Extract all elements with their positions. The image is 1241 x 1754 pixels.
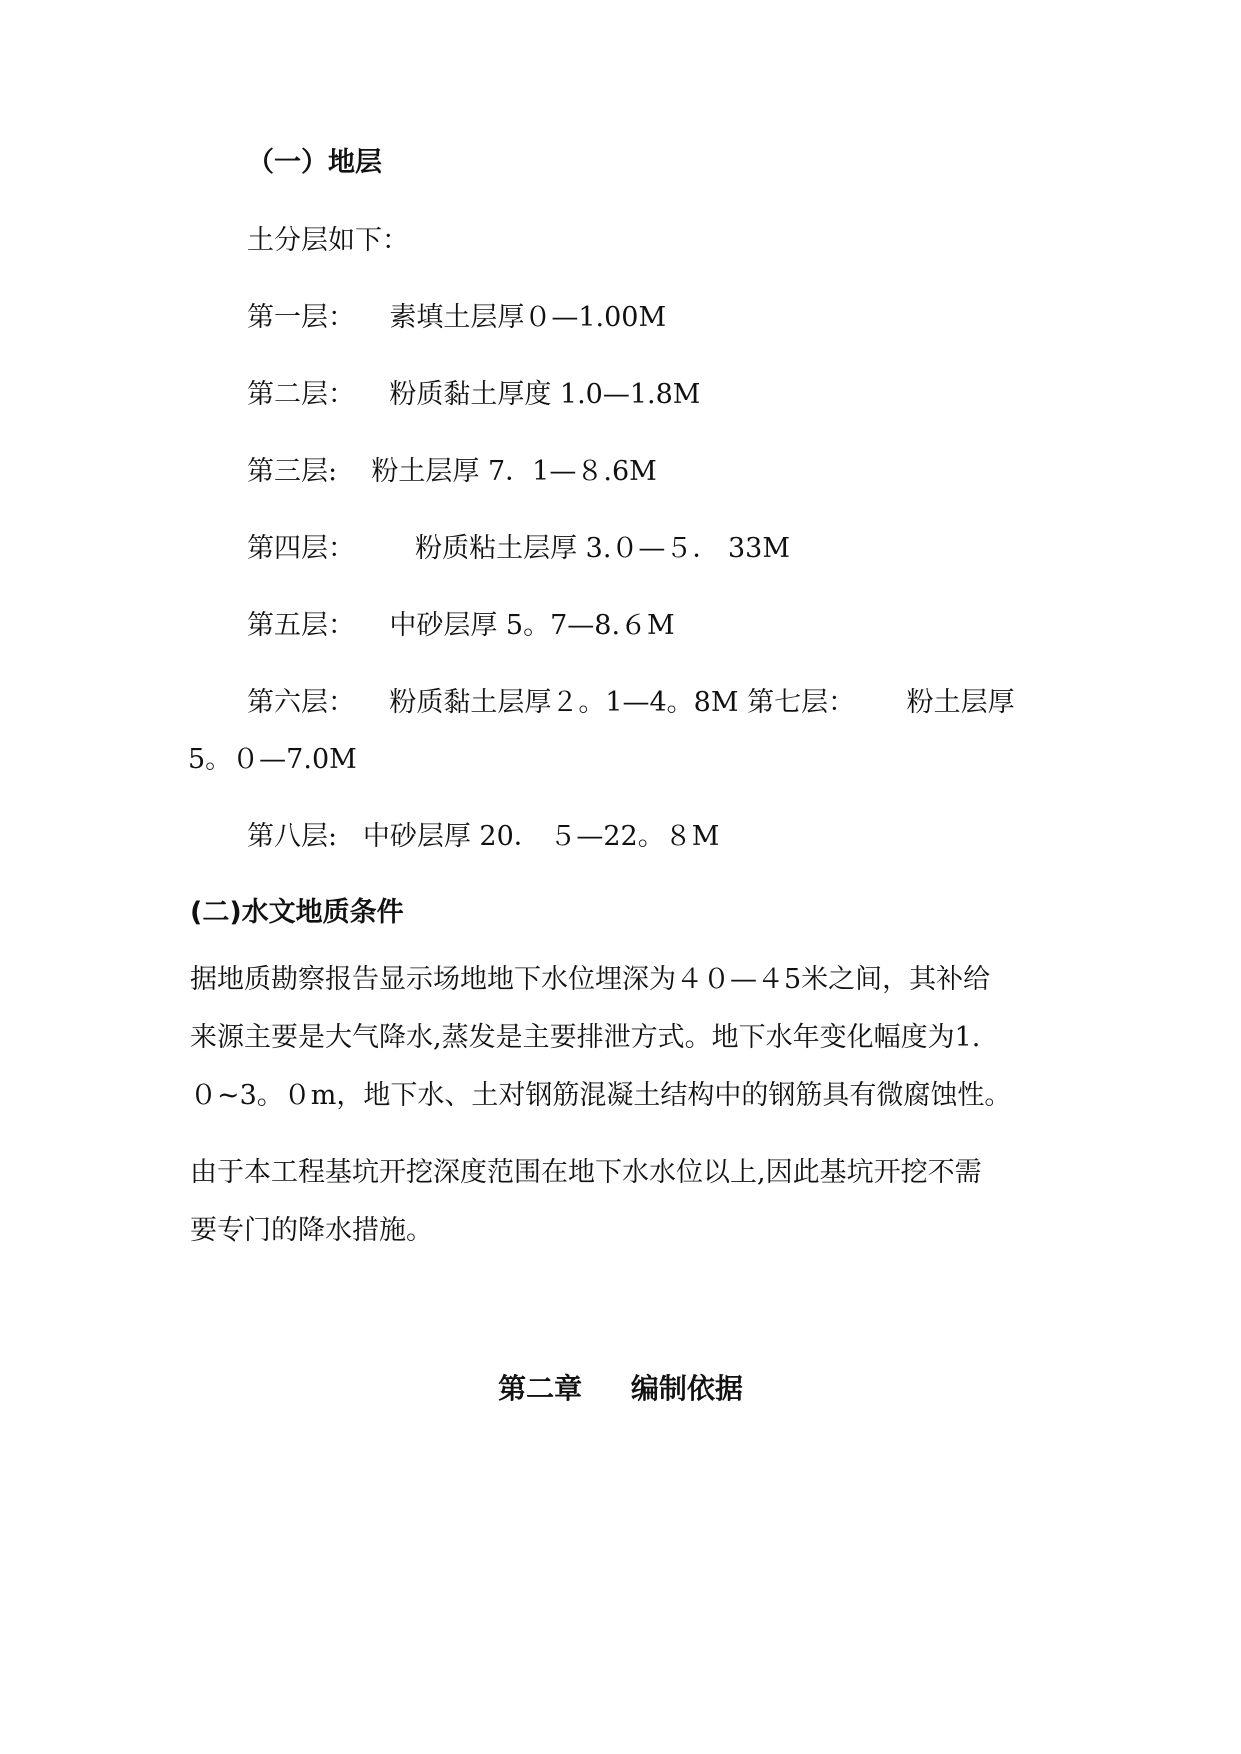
section-heading-hydrogeology: (二)水文地质条件 [190,897,404,928]
layer-line-5: 第五层： 中砂层厚 5。7—8.６M [247,610,675,641]
strata-intro: 土分层如下： [247,225,409,256]
layer-line-2: 第二层： 粉质黏土厚度 1.0—1.8M [247,379,701,410]
layer-line-1: 第一层： 素填土层厚０—1.00M [247,302,667,333]
hydro-paragraph-1-line-3: ０~3。０m，地下水、土对钢筋混凝土结构中的钢筋具有微腐蚀性。 [190,1080,1012,1111]
hydro-paragraph-2-line-2: 要专门的降水措施。 [190,1215,433,1246]
chapter-title: 第二章 编制依据 [498,1372,743,1405]
layer-line-4: 第四层： 粉质粘土层厚 3.０—５． 33M [247,533,791,564]
layer-line-3: 第三层: 粉土层厚 7．1—８.6M [247,456,657,487]
layer-line-8: 第八层: 中砂层厚 20． ５—22。８M [247,821,720,852]
section-heading-strata: （一）地层 [247,147,382,178]
hydro-paragraph-2-line-1: 由于本工程基坑开挖深度范围在地下水水位以上,因此基坑开挖不需 [190,1157,982,1188]
layer-line-7-continuation: 5。０—7.0M [188,744,357,775]
hydro-paragraph-1-line-2: 来源主要是大气降水,蒸发是主要排泄方式。地下水年变化幅度为1. [190,1022,981,1053]
hydro-paragraph-1-line-1: 据地质勘察报告显示场地地下水位埋深为４０—４5米之间，其补给 [190,964,991,995]
layer-line-6: 第六层： 粉质黏土层厚２。1—4。8M 第七层： 粉土层厚 [247,687,1015,718]
